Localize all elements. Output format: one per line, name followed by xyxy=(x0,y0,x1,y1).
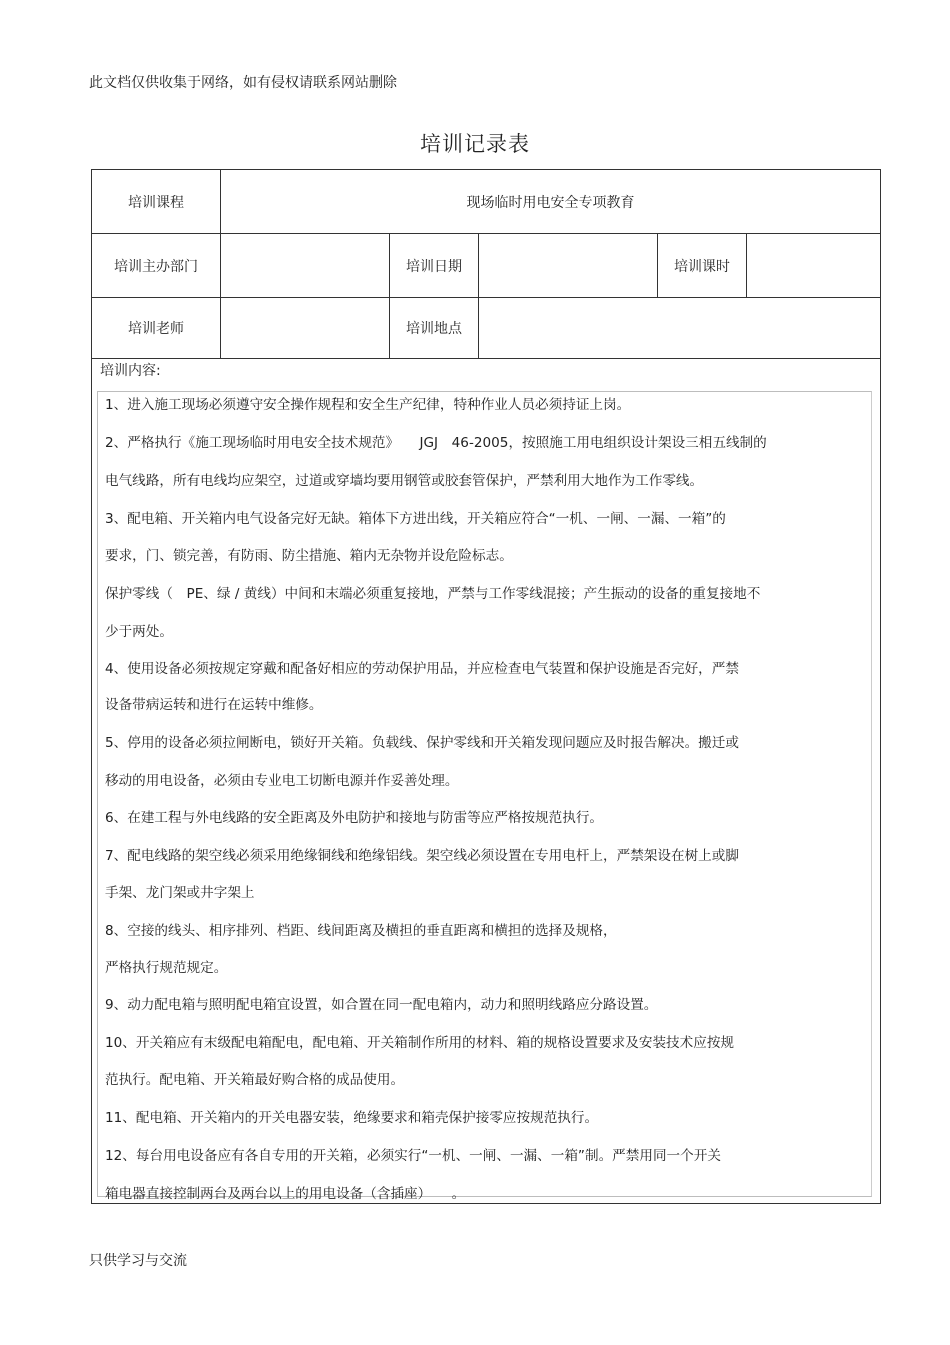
dept-label: 培训主办部门 xyxy=(114,258,198,275)
content-line: 箱电器直接控制两台及两台以上的用电设备（含插座） 。 xyxy=(105,1186,466,1202)
content-line: 设备带病运转和进行在运转中维修。 xyxy=(105,697,323,713)
content-line: 1、进入施工现场必须遵守安全操作规程和安全生产纪律，特种作业人员必须持证上岗。 xyxy=(105,397,631,413)
content-line: 严格执行规范规定。 xyxy=(105,960,228,976)
footer-note: 只供学习与交流 xyxy=(89,1253,187,1269)
content-line: 5、停用的设备必须拉闸断电，锁好开关箱。负载线、保护零线和开关箱发现问题应及时报告解决。搬迁或 xyxy=(105,735,739,751)
training-record-table xyxy=(91,169,881,1204)
content-line: 12、每台用电设备应有各自专用的开关箱，必须实行“一机、一闸、一漏、一箱”制。严禁用同一个开关 xyxy=(105,1148,721,1164)
content-label: 培训内容: xyxy=(100,363,161,379)
content-line: 电气线路，所有电线均应架空，过道或穿墙均要用钢管或胶套管保护，严禁利用大地作为工作零线。 xyxy=(105,473,704,489)
hours-value[interactable] xyxy=(747,234,880,297)
location-label: 培训地点 xyxy=(406,321,462,337)
teacher-label: 培训老师 xyxy=(128,321,184,337)
dept-value[interactable] xyxy=(221,234,389,297)
header-note: 此文档仅供收集于网络，如有侵权请联系网站删除 xyxy=(89,75,397,91)
date-label: 培训日期 xyxy=(406,258,462,275)
content-line: 移动的用电设备，必须由专业电工切断电源并作妥善处理。 xyxy=(105,773,459,789)
date-value[interactable] xyxy=(479,234,657,297)
content-line: 保护零线（ PE、绿 / 黄线）中间和末端必须重复接地，严禁与工作零线混接；产生振动的设备的重复接地不 xyxy=(105,586,761,602)
content-line: 要求，门、锁完善，有防雨、防尘措施、箱内无杂物并设危险标志。 xyxy=(105,548,513,564)
content-line: 10、开关箱应有末级配电箱配电，配电箱、开关箱制作所用的材料、箱的规格设置要求及安装技术应按规 xyxy=(105,1035,735,1051)
hours-label: 培训课时 xyxy=(674,258,730,275)
row-divider xyxy=(92,358,880,359)
content-line: 少于两处。 xyxy=(105,624,173,640)
content-line: 9、动力配电箱与照明配电箱宜设置，如合置在同一配电箱内，动力和照明线路应分路设置。 xyxy=(105,997,658,1013)
teacher-value[interactable] xyxy=(221,298,389,358)
content-line: 4、使用设备必须按规定穿戴和配备好相应的劳动保护用品，并应检查电气装置和保护设施是否完好，严禁 xyxy=(105,661,739,677)
course-value: 现场临时用电安全专项教育 xyxy=(466,194,635,211)
content-line: 11、配电箱、开关箱内的开关电器安装，绝缘要求和箱壳保护接零应按规范执行。 xyxy=(105,1110,599,1126)
content-line: 2、严格执行《施工现场临时用电安全技术规范》 JGJ 46-2005，按照施工用电组织设计架设三相五线制的 xyxy=(105,435,767,451)
content-line: 范执行。配电箱、开关箱最好购合格的成品使用。 xyxy=(105,1072,405,1088)
content-line: 6、在建工程与外电线路的安全距离及外电防护和接地与防雷等应严格按规范执行。 xyxy=(105,810,604,826)
content-line: 8、空接的线头、相序排列、档距、线间距离及横担的垂直距离和横担的选择及规格， xyxy=(105,923,617,939)
training-content xyxy=(97,391,872,1202)
content-line: 7、配电线路的架空线必须采用绝缘铜线和绝缘铝线。架空线必须设置在专用电杆上，严禁架设在树上或脚 xyxy=(105,848,739,864)
location-value[interactable] xyxy=(479,298,880,358)
content-line: 手架、龙门架或井字架上 xyxy=(105,885,255,901)
course-label: 培训课程 xyxy=(128,194,184,211)
page-title: 培训记录表 xyxy=(420,132,530,156)
content-line: 3、配电箱、开关箱内电气设备完好无缺。箱体下方进出线，开关箱应符合“一机、一闸、一漏、一箱”的 xyxy=(105,511,726,527)
